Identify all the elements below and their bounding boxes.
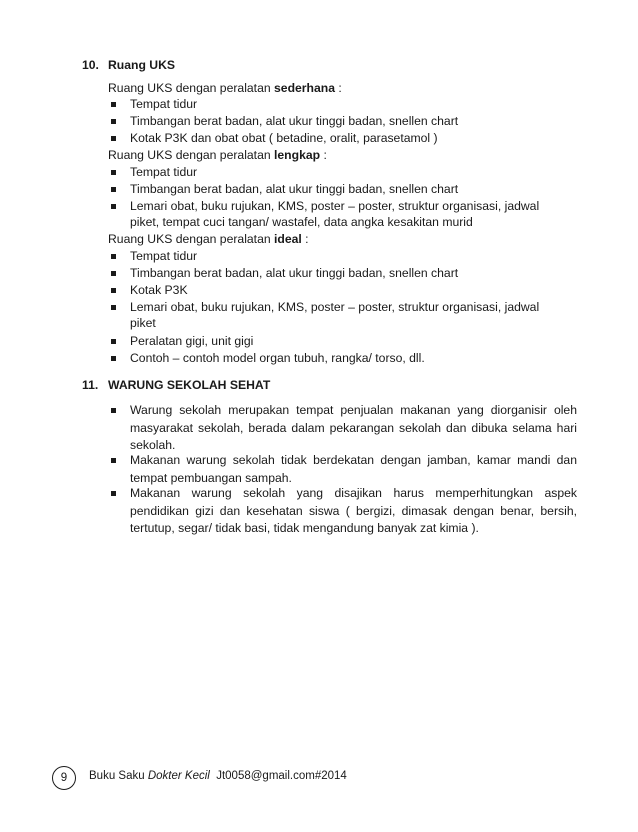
bullet-square-icon	[111, 408, 116, 413]
footer-prefix: Buku Saku	[89, 770, 148, 782]
section-number: 10.	[82, 58, 99, 72]
subheading-suffix: :	[301, 232, 309, 246]
page-number: 9	[52, 766, 76, 790]
bullet-square-icon	[111, 288, 116, 293]
section-number: 11.	[82, 378, 99, 392]
list-item: Contoh – contoh model organ tubuh, rangka/ torso, dll.	[130, 351, 425, 365]
subheading-keyword: sederhana	[274, 81, 335, 95]
bullet-square-icon	[111, 170, 116, 175]
subheading-sederhana	[108, 80, 342, 97]
list-item: Lemari obat, buku rujukan, KMS, poster – poster, struktur organisasi, jadwal	[130, 300, 540, 314]
list-item-continuation: piket, tempat cuci tangan/ wastafel, data angka kesakitan murid	[130, 215, 473, 229]
paragraph-item: Warung sekolah merupakan tempat penjualan makanan yang diorganisir oleh masyarakat sekolah, berada dalam pekarangan sekolah dan dibuka selama hari sekolah.	[130, 403, 577, 452]
footer-text	[89, 770, 347, 782]
bullet-square-icon	[111, 119, 116, 124]
bullet-square-icon	[111, 491, 116, 496]
bullet-square-icon	[111, 187, 116, 192]
subheading-keyword: lengkap	[274, 148, 321, 162]
subheading-text: Ruang UKS dengan peralatan	[108, 232, 275, 246]
list-item: Tempat tidur	[130, 249, 198, 263]
list-item: Kotak P3K dan obat obat ( betadine, oralit, parasetamol )	[130, 131, 438, 145]
subheading-suffix: :	[320, 148, 327, 162]
bullet-square-icon	[111, 254, 116, 259]
section-11-heading	[82, 378, 270, 392]
paragraph-item: Makanan warung sekolah yang disajikan harus memperhitungkan aspek pendidikan gizi dan kesehatan siswa ( bergizi, dimasak dengan benar, bersih, tertutup, segar/ tidak basi, tidak mengandung banyak zat kimia ).	[130, 486, 577, 535]
list-item: Tempat tidur	[130, 165, 198, 179]
list-item: Lemari obat, buku rujukan, KMS, poster – poster, struktur organisasi, jadwal	[130, 199, 540, 213]
subheading-ideal	[108, 231, 309, 248]
bullet-square-icon	[111, 458, 116, 463]
subheading-text: Ruang UKS dengan peralatan	[108, 81, 275, 95]
list-item: Timbangan berat badan, alat ukur tinggi badan, snellen chart	[130, 114, 459, 128]
paragraph-item: Makanan warung sekolah tidak berdekatan dengan jamban, kamar mandi dan tempat pembuangan sampah.	[130, 453, 577, 485]
footer-suffix: Jt0058@gmail.com#2014	[209, 770, 347, 782]
bullet-square-icon	[111, 339, 116, 344]
subheading-lengkap	[108, 147, 327, 164]
subheading-keyword: ideal	[274, 232, 302, 246]
section-title: Ruang UKS	[108, 58, 176, 72]
bullet-square-icon	[111, 102, 116, 107]
section-10-heading	[82, 58, 175, 72]
bullet-square-icon	[111, 271, 116, 276]
footer-italic: Dokter Kecil	[147, 770, 210, 782]
list-item: Peralatan gigi, unit gigi	[130, 334, 254, 348]
list-item: Kotak P3K	[130, 283, 188, 297]
list-item: Timbangan berat badan, alat ukur tinggi badan, snellen chart	[130, 266, 459, 280]
bullet-square-icon	[111, 356, 116, 361]
subheading-suffix: :	[334, 81, 342, 95]
list-item: Timbangan berat badan, alat ukur tinggi badan, snellen chart	[130, 182, 459, 196]
bullet-square-icon	[111, 305, 116, 310]
list-item: Tempat tidur	[130, 97, 198, 111]
section-title: WARUNG SEKOLAH SEHAT	[108, 378, 271, 392]
subheading-text: Ruang UKS dengan peralatan	[108, 148, 275, 162]
bullet-square-icon	[111, 204, 116, 209]
bullet-square-icon	[111, 136, 116, 141]
list-item-continuation: piket	[130, 316, 156, 330]
